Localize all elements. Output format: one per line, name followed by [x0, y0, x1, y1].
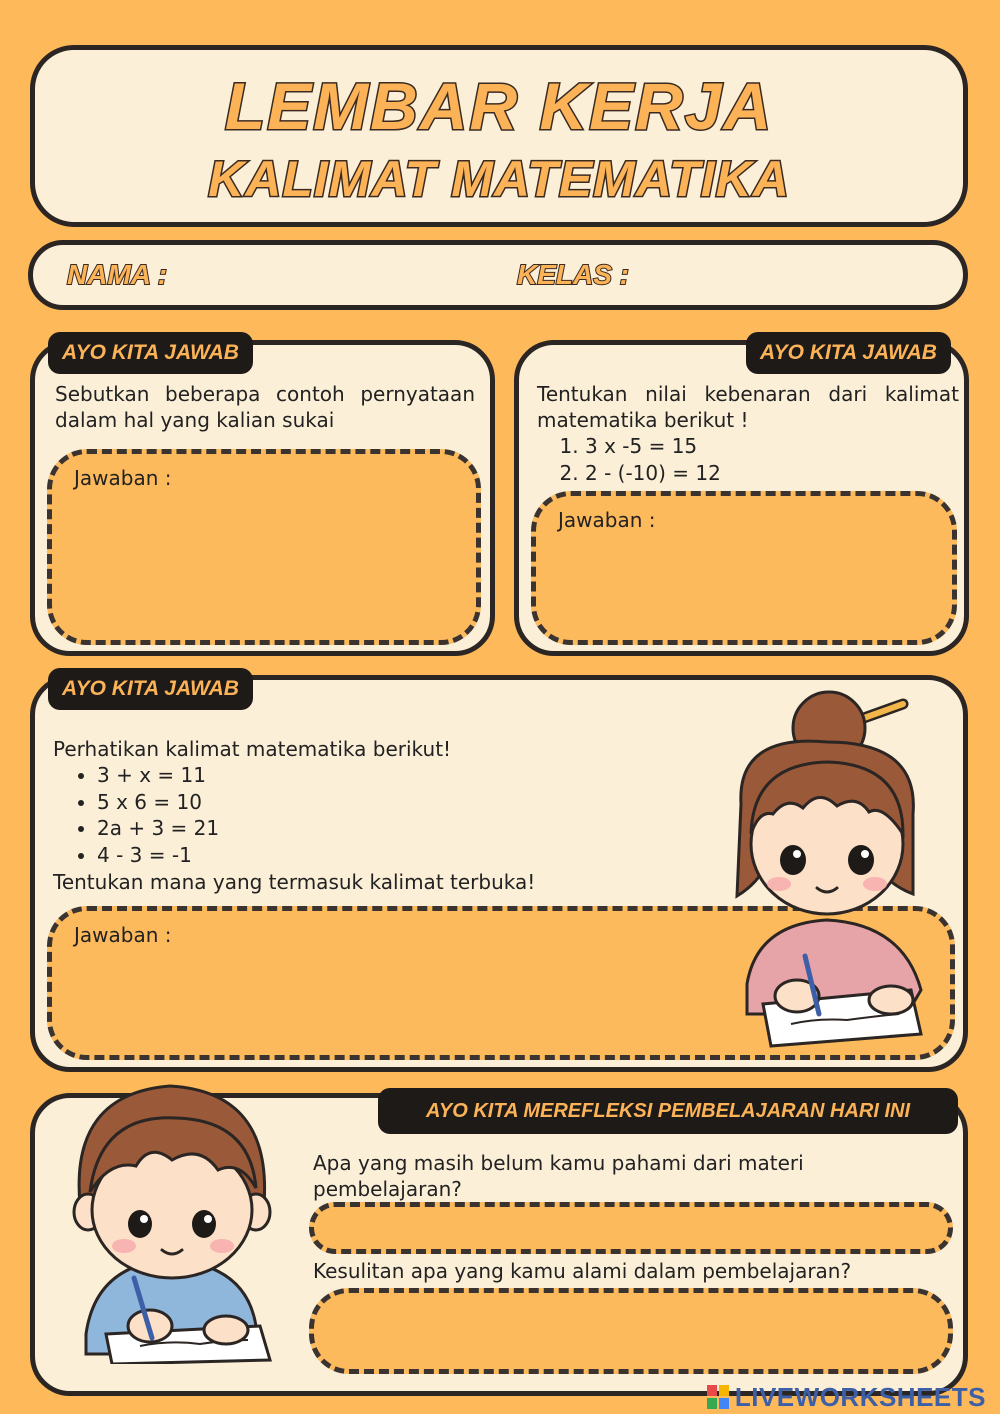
- section-1-tag: AYO KITA JAWAB: [48, 332, 253, 374]
- title-card: [30, 45, 968, 227]
- question-3-intro: Perhatikan kalimat matematika berikut!: [53, 737, 452, 761]
- student-info-card: [28, 240, 968, 310]
- answer-label-2: Jawaban :: [558, 508, 656, 532]
- question-3-list: [77, 762, 219, 868]
- list-item: • 2a + 3 = 21: [97, 815, 219, 842]
- class-label: KELAS :: [517, 259, 629, 290]
- question-card-1: [30, 340, 495, 656]
- question-card-2: [514, 340, 969, 656]
- reflection-question-2: Kesulitan apa yang kamu alami dalam pembelajaran?: [313, 1259, 852, 1283]
- class-input[interactable]: [633, 255, 953, 295]
- list-item: • 3 + x = 11: [97, 762, 219, 789]
- watermark-text: LIVEWORKSHEETS: [734, 1381, 986, 1412]
- name-label: NAMA :: [67, 259, 168, 290]
- answer-box-2[interactable]: [531, 491, 957, 645]
- section-3-tag: AYO KITA JAWAB: [48, 668, 253, 710]
- worksheet-title: LEMBAR KERJA: [224, 69, 774, 143]
- question-2-list: [555, 433, 721, 486]
- girl-illustration: [707, 684, 937, 1054]
- answer-box-1[interactable]: [47, 449, 481, 645]
- question-1-text: Sebutkan beberapa contoh pernyataan dalam hal yang kalian sukai: [55, 382, 475, 432]
- reflection-tag: AYO KITA MEREFLEKSI PEMBELAJARAN HARI INI: [378, 1088, 958, 1134]
- name-input[interactable]: [183, 255, 503, 295]
- list-item: 2. 2 - (-10) = 12: [585, 460, 721, 487]
- question-3-instruction: Tentukan mana yang termasuk kalimat terbuka!: [53, 870, 536, 894]
- list-item: • 4 - 3 = -1: [97, 842, 219, 869]
- list-item: 1. 3 x -5 = 15: [585, 433, 721, 460]
- liveworksheets-logo-icon: [707, 1385, 729, 1409]
- section-2-tag: AYO KITA JAWAB: [746, 332, 951, 374]
- liveworksheets-watermark: [707, 1381, 986, 1412]
- reflection-answer-1[interactable]: [309, 1202, 953, 1254]
- reflection-answer-2[interactable]: [309, 1288, 953, 1374]
- answer-label-3: Jawaban :: [74, 923, 172, 947]
- question-2-text: Tentukan nilai kebenaran dari kalimat matematika berikut !: [537, 382, 959, 432]
- worksheet-subtitle: KALIMAT MATEMATIKA: [208, 151, 790, 207]
- reflection-question-1: Apa yang masih belum kamu pahami dari materi pembelajaran?: [313, 1151, 804, 1201]
- answer-label-1: Jawaban :: [74, 466, 172, 490]
- boy-illustration: [50, 1064, 300, 1364]
- list-item: • 5 x 6 = 10: [97, 789, 219, 816]
- question-card-3: [30, 675, 968, 1072]
